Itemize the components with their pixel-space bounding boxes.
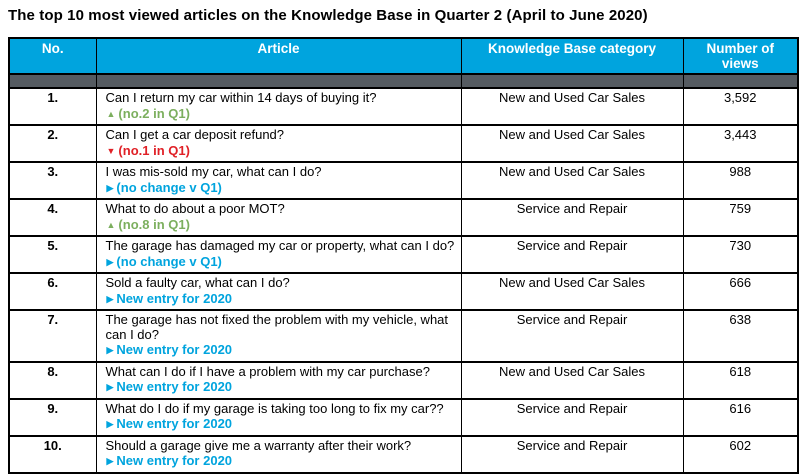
views-cell: 759 bbox=[683, 199, 798, 236]
trend-badge bbox=[106, 454, 456, 469]
new-entry-icon: ▶ bbox=[106, 293, 114, 304]
row-number: 9. bbox=[9, 399, 96, 436]
article-cell bbox=[96, 162, 461, 199]
trend-down-icon: ▼ bbox=[106, 145, 116, 156]
table-row bbox=[9, 199, 798, 236]
row-number: 8. bbox=[9, 362, 96, 399]
category-cell: Service and Repair bbox=[461, 399, 683, 436]
trend-label: New entry for 2020 bbox=[116, 342, 233, 357]
views-cell: 988 bbox=[683, 162, 798, 199]
category-cell: New and Used Car Sales bbox=[461, 362, 683, 399]
article-title: What to do about a poor MOT? bbox=[105, 201, 285, 216]
column-header-category: Knowledge Base category bbox=[461, 38, 683, 74]
column-header-views: Number of views bbox=[683, 38, 798, 74]
trend-up-icon: ▲ bbox=[106, 219, 116, 230]
category-cell: Service and Repair bbox=[461, 199, 683, 236]
trend-badge bbox=[106, 255, 456, 270]
trend-label: (no.2 in Q1) bbox=[118, 105, 190, 121]
trend-badge bbox=[106, 144, 456, 159]
article-title: The garage has damaged my car or property, what can I do? bbox=[105, 238, 455, 253]
new-entry-icon: ▶ bbox=[106, 345, 114, 355]
header-row bbox=[9, 38, 798, 74]
article-title: What can I do if I have a problem with my car purchase? bbox=[105, 363, 430, 379]
spacer-cell bbox=[461, 74, 683, 88]
page-title: The top 10 most viewed articles on the Knowledge Base in Quarter 2 (April to June 2020) bbox=[8, 7, 648, 24]
category-cell: New and Used Car Sales bbox=[461, 273, 683, 310]
table-row bbox=[9, 362, 798, 399]
table-row bbox=[9, 236, 798, 273]
trend-label: (no change v Q1) bbox=[116, 253, 222, 269]
trend-badge bbox=[106, 181, 456, 196]
table-row bbox=[9, 310, 798, 362]
category-cell: Service and Repair bbox=[461, 236, 683, 273]
views-cell: 616 bbox=[683, 399, 798, 436]
row-number: 6. bbox=[9, 273, 96, 310]
column-header-article: Article bbox=[96, 38, 461, 74]
column-header-no: No. bbox=[9, 38, 96, 74]
trend-label: (no.1 in Q1) bbox=[118, 142, 190, 158]
article-cell bbox=[96, 199, 461, 236]
spacer-row bbox=[9, 74, 798, 88]
trend-badge bbox=[106, 107, 456, 122]
article-title: Can I get a car deposit refund? bbox=[105, 127, 285, 142]
article-cell bbox=[96, 88, 461, 125]
category-cell: Service and Repair bbox=[461, 436, 683, 473]
trend-label: New entry for 2020 bbox=[116, 379, 233, 394]
table-header bbox=[9, 38, 798, 88]
article-title: Should a garage give me a warranty after their work? bbox=[105, 437, 412, 453]
trend-label: (no change v Q1) bbox=[116, 179, 222, 195]
row-number: 10. bbox=[9, 436, 96, 473]
views-cell: 602 bbox=[683, 436, 798, 473]
article-title: Can I return my car within 14 days of buying it? bbox=[105, 90, 377, 105]
new-entry-icon: ▶ bbox=[106, 456, 114, 466]
category-cell: New and Used Car Sales bbox=[461, 88, 683, 125]
article-cell bbox=[96, 273, 461, 310]
trend-label: New entry for 2020 bbox=[116, 290, 233, 306]
row-number: 3. bbox=[9, 162, 96, 199]
views-cell: 730 bbox=[683, 236, 798, 273]
trend-up-icon: ▲ bbox=[106, 108, 116, 119]
trend-label: (no.8 in Q1) bbox=[118, 216, 190, 232]
article-cell bbox=[96, 399, 461, 436]
no-change-icon: ▶ bbox=[106, 256, 114, 267]
article-cell bbox=[96, 310, 461, 362]
views-cell: 666 bbox=[683, 273, 798, 310]
article-cell bbox=[96, 236, 461, 273]
table-row bbox=[9, 436, 798, 473]
spacer-cell bbox=[96, 74, 461, 88]
trend-label: New entry for 2020 bbox=[116, 453, 233, 468]
category-cell: Service and Repair bbox=[461, 310, 683, 362]
row-number: 5. bbox=[9, 236, 96, 273]
row-number: 1. bbox=[9, 88, 96, 125]
article-title: The garage has not fixed the problem with my vehicle, what can I do? bbox=[105, 312, 449, 342]
no-change-icon: ▶ bbox=[106, 182, 114, 193]
trend-badge bbox=[106, 292, 456, 307]
trend-badge bbox=[106, 343, 456, 358]
category-cell: New and Used Car Sales bbox=[461, 125, 683, 162]
spacer-cell bbox=[9, 74, 96, 88]
row-number: 7. bbox=[9, 310, 96, 362]
views-cell: 3,592 bbox=[683, 88, 798, 125]
table-row bbox=[9, 88, 798, 125]
table-body bbox=[9, 88, 798, 473]
article-title: Sold a faulty car, what can I do? bbox=[105, 275, 290, 290]
table-row bbox=[9, 399, 798, 436]
category-cell: New and Used Car Sales bbox=[461, 162, 683, 199]
article-cell bbox=[96, 362, 461, 399]
row-number: 4. bbox=[9, 199, 96, 236]
views-cell: 618 bbox=[683, 362, 798, 399]
trend-badge bbox=[106, 417, 456, 432]
new-entry-icon: ▶ bbox=[106, 382, 114, 392]
trend-label: New entry for 2020 bbox=[116, 416, 233, 431]
top-articles-table bbox=[8, 37, 799, 474]
trend-badge bbox=[106, 218, 456, 233]
trend-badge bbox=[106, 380, 456, 395]
table-row bbox=[9, 273, 798, 310]
views-cell: 638 bbox=[683, 310, 798, 362]
table-row bbox=[9, 125, 798, 162]
new-entry-icon: ▶ bbox=[106, 419, 114, 429]
views-cell: 3,443 bbox=[683, 125, 798, 162]
table-row bbox=[9, 162, 798, 199]
article-title: What do I do if my garage is taking too long to fix my car?? bbox=[105, 400, 444, 416]
article-title: I was mis-sold my car, what can I do? bbox=[105, 164, 322, 179]
row-number: 2. bbox=[9, 125, 96, 162]
article-cell bbox=[96, 436, 461, 473]
spacer-cell bbox=[683, 74, 798, 88]
article-cell bbox=[96, 125, 461, 162]
